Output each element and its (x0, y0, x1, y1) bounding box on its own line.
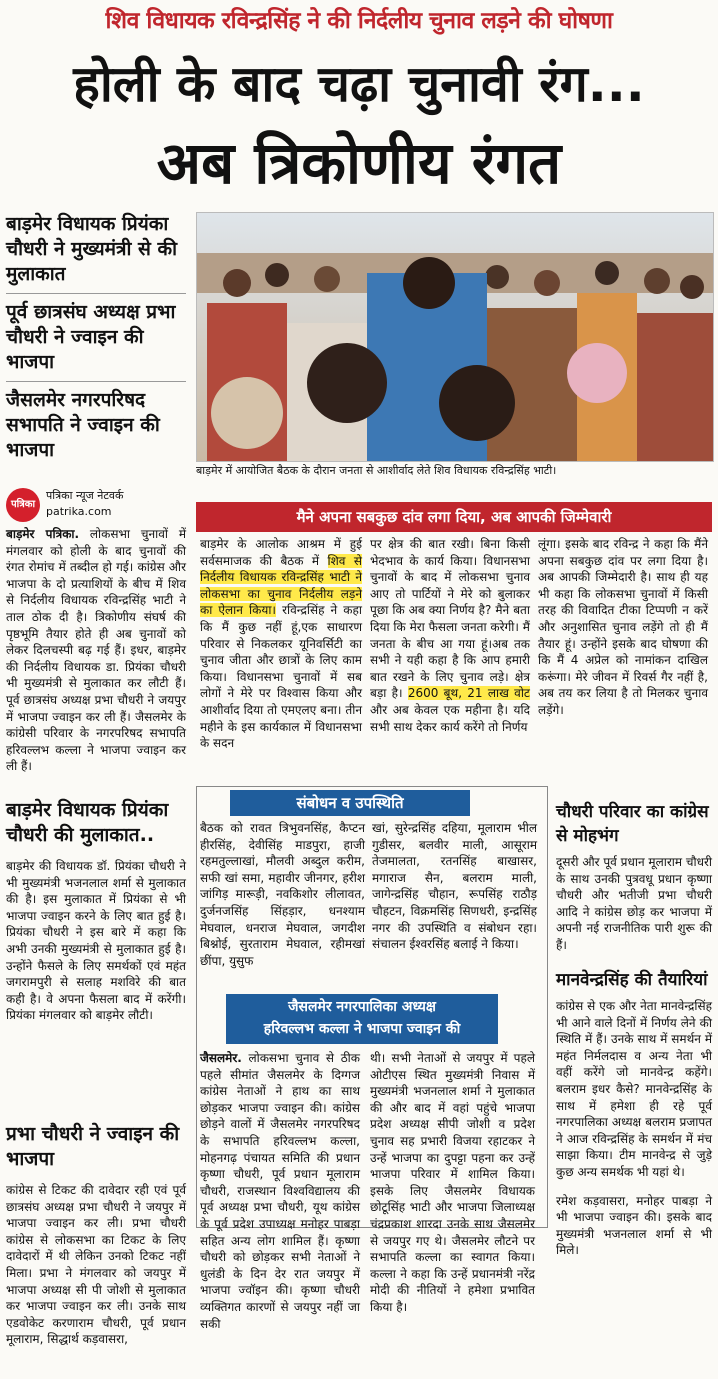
ravindra-col-2 (370, 536, 530, 735)
subhead-jaisalmer: जैसलमेर नगरपरिषद सभापति ने ज्वाइन की भाजपा (6, 389, 160, 461)
manvendra-heading: मानवेन्द्रसिंह की तैयारियां (556, 970, 708, 990)
priyanka-heading: बाड़मेर विधायक प्रियंका चौधरी की मुलाकात.. (6, 799, 169, 846)
jaisalmer-col-2: थी। सभी नेताओं से जयपुर में पहले ओटीएस स्थित मुख्यमंत्री निवास में मुख्यमंत्री भजनलाल शर्मा ने मुलाकात की और बाद में वहां पहुंचे भाजपा प्रदेश अध्यक्ष सीपी जोशी व प्रदेश चुनाव सह प्रभारी विजया रहाटकर ने उन्हें भाजपा का दुपट्टा पहना कर उन्हें भाजपा परिवार में शामिल किया। इसके लिए जैसलमेर विधायक छोटूसिंह भाटी और भाजपा जिलाध्यक्ष चंद्रप्रकाश शारदा उनके साथ जैसलमेर से जयपुर गए थे। जैसलमेर लौटने पर सभापति कल्ला का स्वागत किया। कल्ला ने कहा कि उन्हें प्रधानमंत्री नरेंद्र मोदी की नीतियों ने हमेशा प्रभावित किया है। (370, 1051, 535, 1314)
manvendra-text-2: रमेश कड़वासरा, मनोहर पाबड़ा ने भी भाजपा ज्वाइन की। इसके बाद मुख्यमंत्री भजनलाल शर्मा से भी मिले। (556, 1193, 712, 1258)
news-photo (196, 212, 714, 462)
lead-dateline: बाड़मेर पत्रिका. (6, 527, 80, 541)
jaisalmer-banner-line1: जैसलमेर नगरपालिका अध्यक्ष (288, 999, 436, 1015)
subhead-priyanka: बाड़मेर विधायक प्रियंका चौधरी ने मुख्यमंत्री से की मुलाकात (6, 212, 186, 294)
ravindra-col1-highlight: शिव से निर्दलीय विधायक रविन्द्रसिंह भाटी ने लोकसभा का चुनाव निर्दलीय लड़ने का ऐलान किया। (200, 553, 362, 618)
headline-line-2: अब त्रिकोणीय रंगत (156, 129, 562, 197)
ravindra-banner: मैने अपना सबकुछ दांव लगा दिया, अब आपकी जिम्मेवारी (196, 502, 712, 532)
subhead-prabha: पूर्व छात्रसंघ अध्यक्ष प्रभा चौधरी ने ज्वाइन की भाजपा (6, 300, 186, 382)
attendance-banner: संबोधन व उपस्थिति (230, 790, 470, 816)
ravindra-col-3: लूंगा। इसके बाद रविन्द्र ने कहा कि मैंने अपना सबकुछ दांव पर लगा दिया है। अब आपकी जिम्मेदारी है। साथ ही यह भी कहा कि लोकसभा चुनावों में किसी तरह की विवादित टीका टिप्पणी न करें और अनुशासित चुनाव लड़ेंगे तो ही मैं तैयार हूं। उन्होंने इसके बाद घोषणा की कि मैं 4 अप्रेल को नामांकन दाखिल करूंगा। मेरे जीवन में रिवर्स गैर नहीं है, अब तय कर लिया है तो मिलकर चुनाव लड़ेंगे। (538, 537, 708, 717)
attendance-col-2: खां, सुरेन्द्रसिंह दहिया, मूलाराम भील गुडीसर, बलवीर माली, आसूराम तेजमालता, रतनसिंह बाखासर, मगाराज सैन, बलराम माली, जागेन्द्रसिंह चौहान, रूपसिंह राठौड़ चौहटन, विक्रमसिंह सिणधरी, इन्द्रसिंह नगर की उपस्थिति व संबोधन रहा। संचालन ईश्वरसिंह बलाई ने किया। (372, 821, 537, 952)
jaisalmer-col-1 (200, 1050, 360, 1332)
prabha-heading: प्रभा चौधरी ने ज्वाइन की भाजपा (6, 1123, 180, 1170)
ravindra-col1-pre: बाड़मेर के आलोक आश्रम में हुई सर्वसमाजक की बैठक में (200, 537, 362, 568)
manvendra-section (556, 968, 712, 1259)
jaisalmer-banner (226, 994, 498, 1044)
chaudhary-family-text: दूसरी और पूर्व प्रधान मूलाराम चौधरी के साथ उनकी पुत्रवधू प्रधान कृष्णा चौधरी और भतीजी प्रभा चौधरी आदि ने कांग्रेस छोड़ कर भाजपा में अपनी नई राजनीतिक पारी शुरू की हैं। (556, 855, 712, 952)
kicker-headline: शिव विधायक रविन्द्रसिंह ने की निर्दलीय चुनाव लड़ने की घोषणा (105, 8, 613, 34)
manvendra-text: कांग्रेस से एक और नेता मानवेन्द्रसिंह भी आने वाले दिनों में निर्णय लेने की स्थिति में हैं। उनके साथ में समर्थन में महंत निर्मलदास व अन्य नेता भी वहीं करेंगे जो मानवेन्द्र कहेंगे। बलराम इधर कैसे? मानवेन्द्रसिंह के साथ में हमेशा ही रहे पूर्व नगरपालिका अध्यक्ष बलराम प्रजापत ने आज रविन्द्रसिंह के समर्थन में मंच साझा किया। टीम मानवेन्द्र से जुड़े कुछ अन्य समर्थक भी यहां थे। (556, 999, 712, 1179)
ravindra-col-1 (200, 536, 362, 752)
priyanka-text: बाड़मेर की विधायक डॉ. प्रियंका चौधरी ने भी मुख्यमंत्री भजनलाल शर्मा से मुलाकात की है। इस मुलाकात में प्रियंका से भी भाजपा ज्वाइन करने के लिए बात हुई है। प्रियंका चौधरी ने इस बारे में कहा कि अभी उनकी मुख्यमंत्री से मुलाकात हुई है। उन्होंने फैसले के लिए समर्थकों एवं महंत जगरामपुरी से सलाह मशविरे की बात कही है। वे अपना फैसला बाद में करेंगी। प्रियंका मंगलवार को बाड़मेर लौटी। (6, 859, 186, 1023)
ravindra-col2-pre: पर क्षेत्र की बात रखी। बिना किसी भेदभाव के कार्य किया। विधानसभा चुनावों के बाद में लोकसभा चुनाव आए तो पार्टियों ने मेरे को बुलाकर पूछा कि अब क्या निर्णय है? मैने बता दिया कि मेरा फैसला जनता करेगी। मैं जनता के बीच आ गया हूं।अब तक सभी ने यही कहा है कि आप हमारी बात रखने के लिए चुनाव लड़े। क्षेत्र बड़ा है। (370, 537, 530, 701)
jaisalmer-banner-line2: हरिवल्लभ कल्ला ने भाजपा ज्वाइन की (263, 1021, 461, 1037)
priyanka-section (6, 798, 186, 1024)
prabha-section (6, 1122, 186, 1348)
patrika-logo: पत्रिका (6, 488, 40, 522)
chaudhary-family-heading: चौधरी परिवार का कांग्रेस से मोहभंग (556, 802, 709, 846)
chaudhary-family-section (556, 800, 712, 954)
subheads (6, 212, 186, 475)
lead-text: लोकसभा चुनावों में मंगलवार को होली के बाद चुनावों की रंगत रोमांच में तब्दील हो गई। कांग्रेस और भाजपा के दो प्रत्याशियों के बीच में शिव से निर्दलीय विधायक रविन्द्रसिंह भाटी ने ताल ठोक दी है। त्रिकोणीय संघर्ष की पृष्ठभूमि तैयार होते ही अब चुनावों को लेकर दिलचस्पी बढ़ गई हैं। इधर, बाड़मेर की निर्दलीय विधायक डा. प्रियंका चौधरी भी मुख्यमंत्री से मुलाकात कर लौटी हैं। पूर्व छात्रसंघ अध्यक्ष प्रभा चौधरी ने जयपुर में भाजपा ज्वाइन कर ली हैं। जैसलमेर के कांग्रेसी परिवार के नगरपरिषद सभापति हरिवल्लभ कल्ला ने भाजपा ज्वाइन कर ली हैं। (6, 527, 186, 774)
byline (6, 488, 186, 522)
byline-text (46, 488, 123, 520)
jaisalmer-col1-text: लोकसभा चुनाव से ठीक पहले सीमांत जैसलमेर के दिग्गज कांग्रेस नेताओं ने हाथ का साथ छोड़कर भाजपा ज्वाइन की। कांग्रेस छोड़ने वालों में जैसलमेर नगरपरिषद के सभापति हरिवल्लभ कल्ला, मोहनगढ़ पंचायत समिति की प्रधान कृष्णा चौधरी, पूर्व प्रधान मूलाराम चौधरी, राजस्थान विश्वविद्यालय की पूर्व अध्यक्ष प्रभा चौधरी, यूथ कांग्रेस के पूर्व प्रदेश उपाध्यक्ष मनोहर पाबड़ा सहित अन्य लोग शामिल हैं। कृष्णा चौधरी को छोड़कर सभी नेताओं ने धुलंडी के दिन देर रात जयपुर में भाजपा ज्वॉइन की। कृष्णा चौधरी व्यक्तिगत कारणों से जयपुर नहीं जा सकी (200, 1051, 360, 1331)
attendance-col-1: बैठक को रावत त्रिभुवनसिंह, कैप्टन हीरसिंह, देवीसिंह माडपुरा, हाजी रहमतुल्लाखां, मौलवी अब्दुल करीम, सफी खां समा, महावीर जीनगर, हरीश जांगिड़ मारूड़ी, नवकिशोर लीलावत, दुर्जनजसिंह सिंहड़ार, धनश्याम मेघवाल, धनराज मेघवाल, जगदीश बिश्नोई, सुरताराम मेघवाल, रहीमखां छींपा, युसुफ (200, 821, 365, 968)
ravindra-col2-post: और अब केवल एक महीना है। यदि सभी साथ देकर कार्य करेंगे तो निर्णय (370, 702, 530, 734)
lead-article (6, 526, 186, 775)
byline-site[interactable]: patrika.com (46, 505, 112, 518)
prabha-text: कांग्रेस से टिकट की दावेदार रही एवं पूर्व छात्रसंघ अध्यक्ष प्रभा चौधरी ने जयपुर में भाजपा ज्वाइन कर ली। प्रभा चौधरी कांग्रेस से लोकसभा का टिकट के लिए दावेदारों में थी लेकिन उनको टिकट नहीं मिला। प्रभा ने मंगलवार को जयपुर में भाजपा अध्यक्ष सी पी जोशी से मुलाकात कर भाजपा ज्वाइन कर ली। उनके साथ एडवोकेट करणाराम चौधरी, पूर्व प्रधान मूलाराम, सिद्धार्थ कड़वासरा, (6, 1183, 186, 1347)
photo-caption: बाड़मेर में आयोजित बैठक के दौरान जनता से आशीर्वाद लेते शिव विधायक रविन्द्रसिंह भाटी। (196, 464, 557, 477)
headline-line-1: होली के बाद चढ़ा चुनावी रंग... (73, 55, 645, 113)
ravindra-col1-post: रविन्द्रसिंह ने कहा कि मैं कुछ नहीं हूं,एक साधारण परिवार से निकलकर यूनिवर्सिटी का चुनाव जीता और छात्रों के लिए काम किया। विधानसभा चुनावों में सब लोगों ने मेरे पर विश्वास किया और आशीर्वाद दिया तो एमएलए बना। तीन महीने के इस कार्यकाल में विधानसभा के सदन (200, 603, 362, 751)
ravindra-col2-highlight: 2600 बूथ, 21 लाख वोट (407, 686, 530, 701)
jaisalmer-dateline: जैसलमेर. (200, 1051, 242, 1065)
byline-network: पत्रिका न्यूज नेटवर्क (46, 489, 124, 502)
